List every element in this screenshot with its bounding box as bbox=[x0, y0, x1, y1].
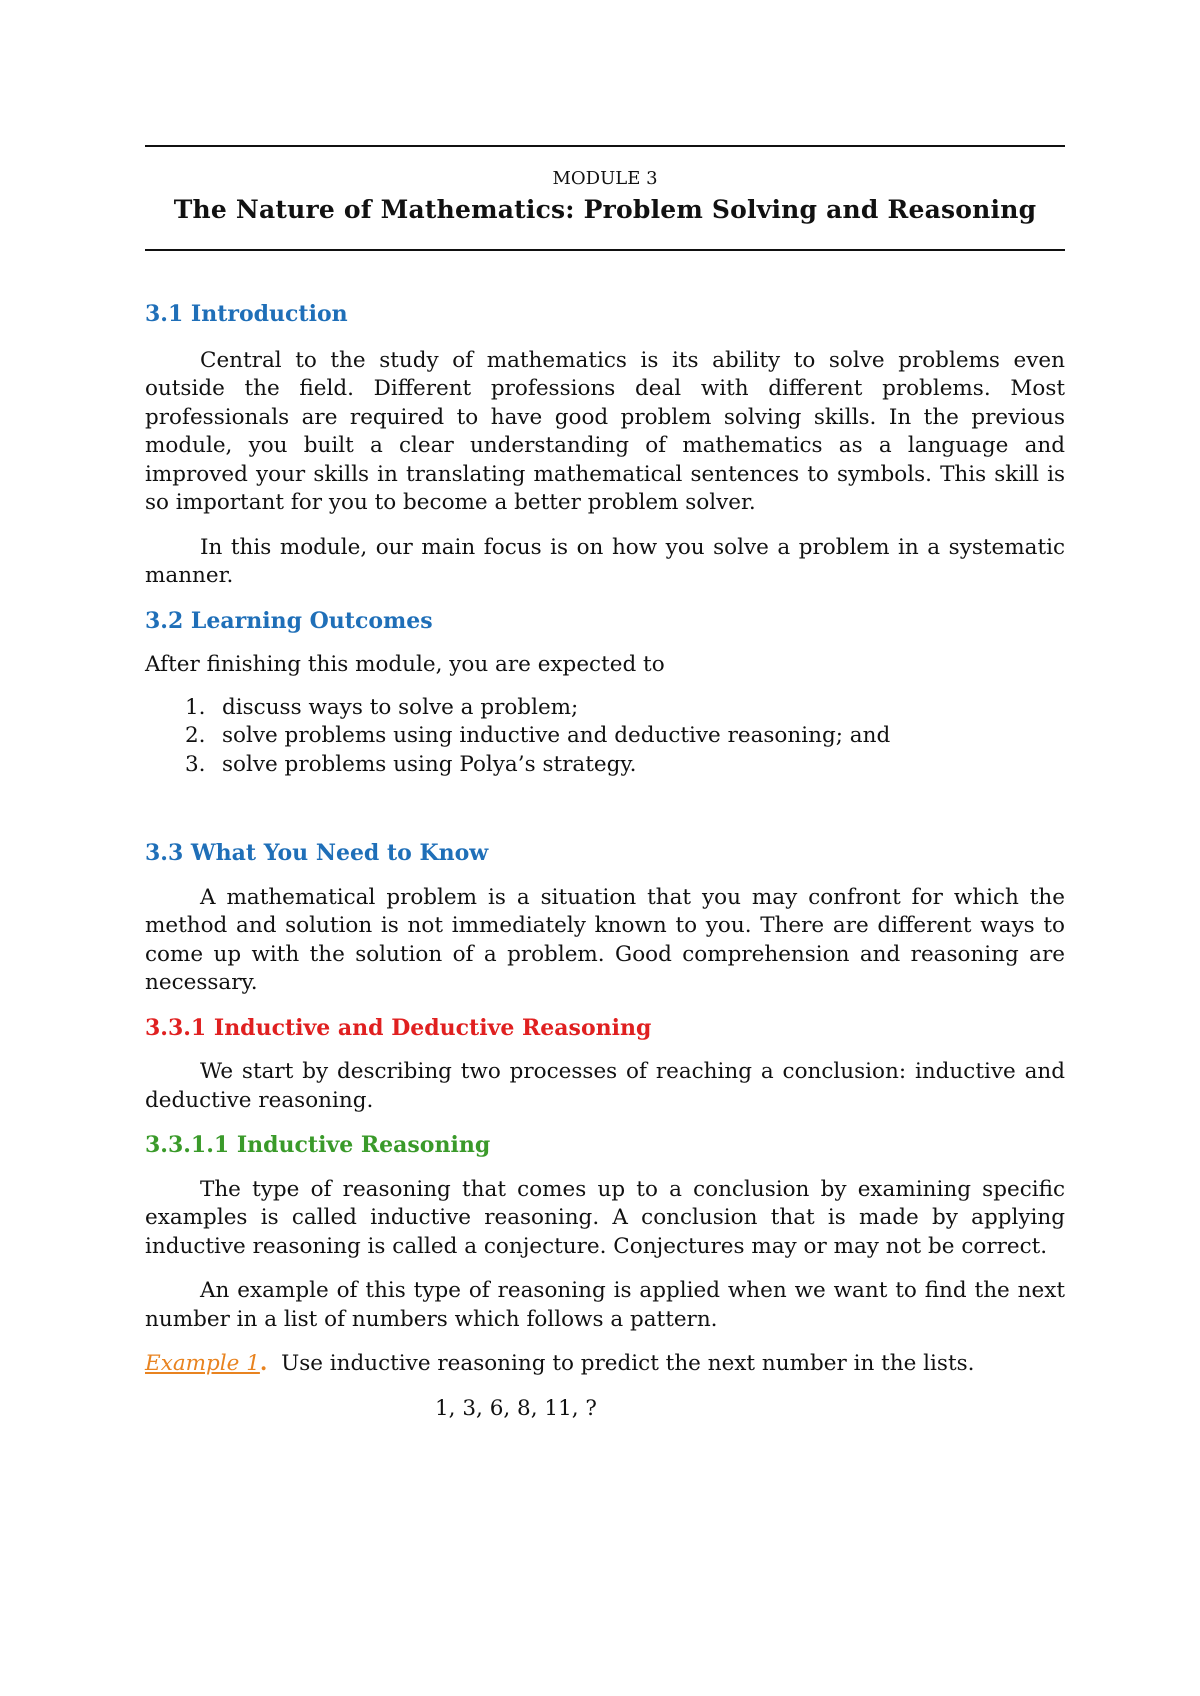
inductive-deductive-heading: 3.3.1 Inductive and Deductive Reasoning bbox=[145, 1014, 652, 1041]
learning-outcomes-heading: 3.2 Learning Outcomes bbox=[145, 607, 433, 634]
bottom-rule bbox=[145, 249, 1065, 251]
list-item-number: 2. bbox=[185, 723, 206, 748]
list-item-number: 3. bbox=[185, 751, 206, 777]
learning-outcomes-lead: After finishing this module, you are expected to bbox=[145, 652, 665, 677]
introduction-paragraph-2: In this module, our main focus is on how you solve a problem in a systematic manner. bbox=[145, 534, 1065, 588]
list-item-text: solve problems using Polya’s strategy. bbox=[222, 751, 637, 777]
list-item bbox=[145, 751, 1065, 780]
list-item-text: discuss ways to solve a problem; bbox=[222, 694, 579, 720]
example-1-text: Use inductive reasoning to predict the next number in the lists. bbox=[267, 1351, 975, 1376]
document-body bbox=[145, 300, 1065, 1423]
module-label: MODULE 3 bbox=[552, 168, 658, 189]
learning-outcomes-list bbox=[145, 694, 1065, 780]
top-rule bbox=[145, 145, 1065, 147]
inductive-reasoning-paragraph-1: The type of reasoning that comes up to a conclusion by examining specific examples is called inductive reasoning. A conclusion that is made by applying inductive reasoning is called a conjecture. Conjectures may or may not be correct. bbox=[145, 1176, 1065, 1259]
example-1-label-punctuation: . bbox=[259, 1351, 268, 1376]
example-1-sequence: 1, 3, 6, 8, 11, ? bbox=[435, 1395, 597, 1421]
module-title: The Nature of Mathematics: Problem Solving and Reasoning bbox=[173, 195, 1037, 224]
example-1 bbox=[145, 1350, 1065, 1379]
list-item-number: 1. bbox=[185, 694, 206, 720]
introduction-paragraph-1: Central to the study of mathematics is its ability to solve problems even outside the field. Different professions deal with different problems. Most professionals are required to have good problem solving skills. In the previous module, you built a clear understanding of mathematics as a language and improved your skills in translating mathematical sentences to symbols. This skill is so important for you to become a better problem solver. bbox=[145, 347, 1065, 515]
introduction-heading: 3.1 Introduction bbox=[145, 301, 348, 327]
inductive-deductive-paragraph: We start by describing two processes of reaching a conclusion: inductive and deductive reasoning. bbox=[145, 1059, 1065, 1113]
list-item bbox=[145, 694, 1065, 723]
list-item bbox=[145, 722, 1065, 751]
what-you-need-to-know-heading: 3.3 What You Need to Know bbox=[145, 840, 489, 866]
inductive-reasoning-heading: 3.3.1.1 Inductive Reasoning bbox=[145, 1132, 491, 1158]
example-1-label: Example 1 bbox=[145, 1351, 260, 1376]
what-you-need-to-know-paragraph: A mathematical problem is a situation that you may confront for which the method and solution is not immediately known to you. There are different ways to come up with the solution of a problem. Good comprehension and reasoning are necessary. bbox=[145, 884, 1065, 995]
inductive-reasoning-paragraph-2: An example of this type of reasoning is applied when we want to find the next number in a list of numbers which follows a pattern. bbox=[145, 1278, 1065, 1332]
list-item-text: solve problems using inductive and deductive reasoning; and bbox=[222, 723, 891, 748]
